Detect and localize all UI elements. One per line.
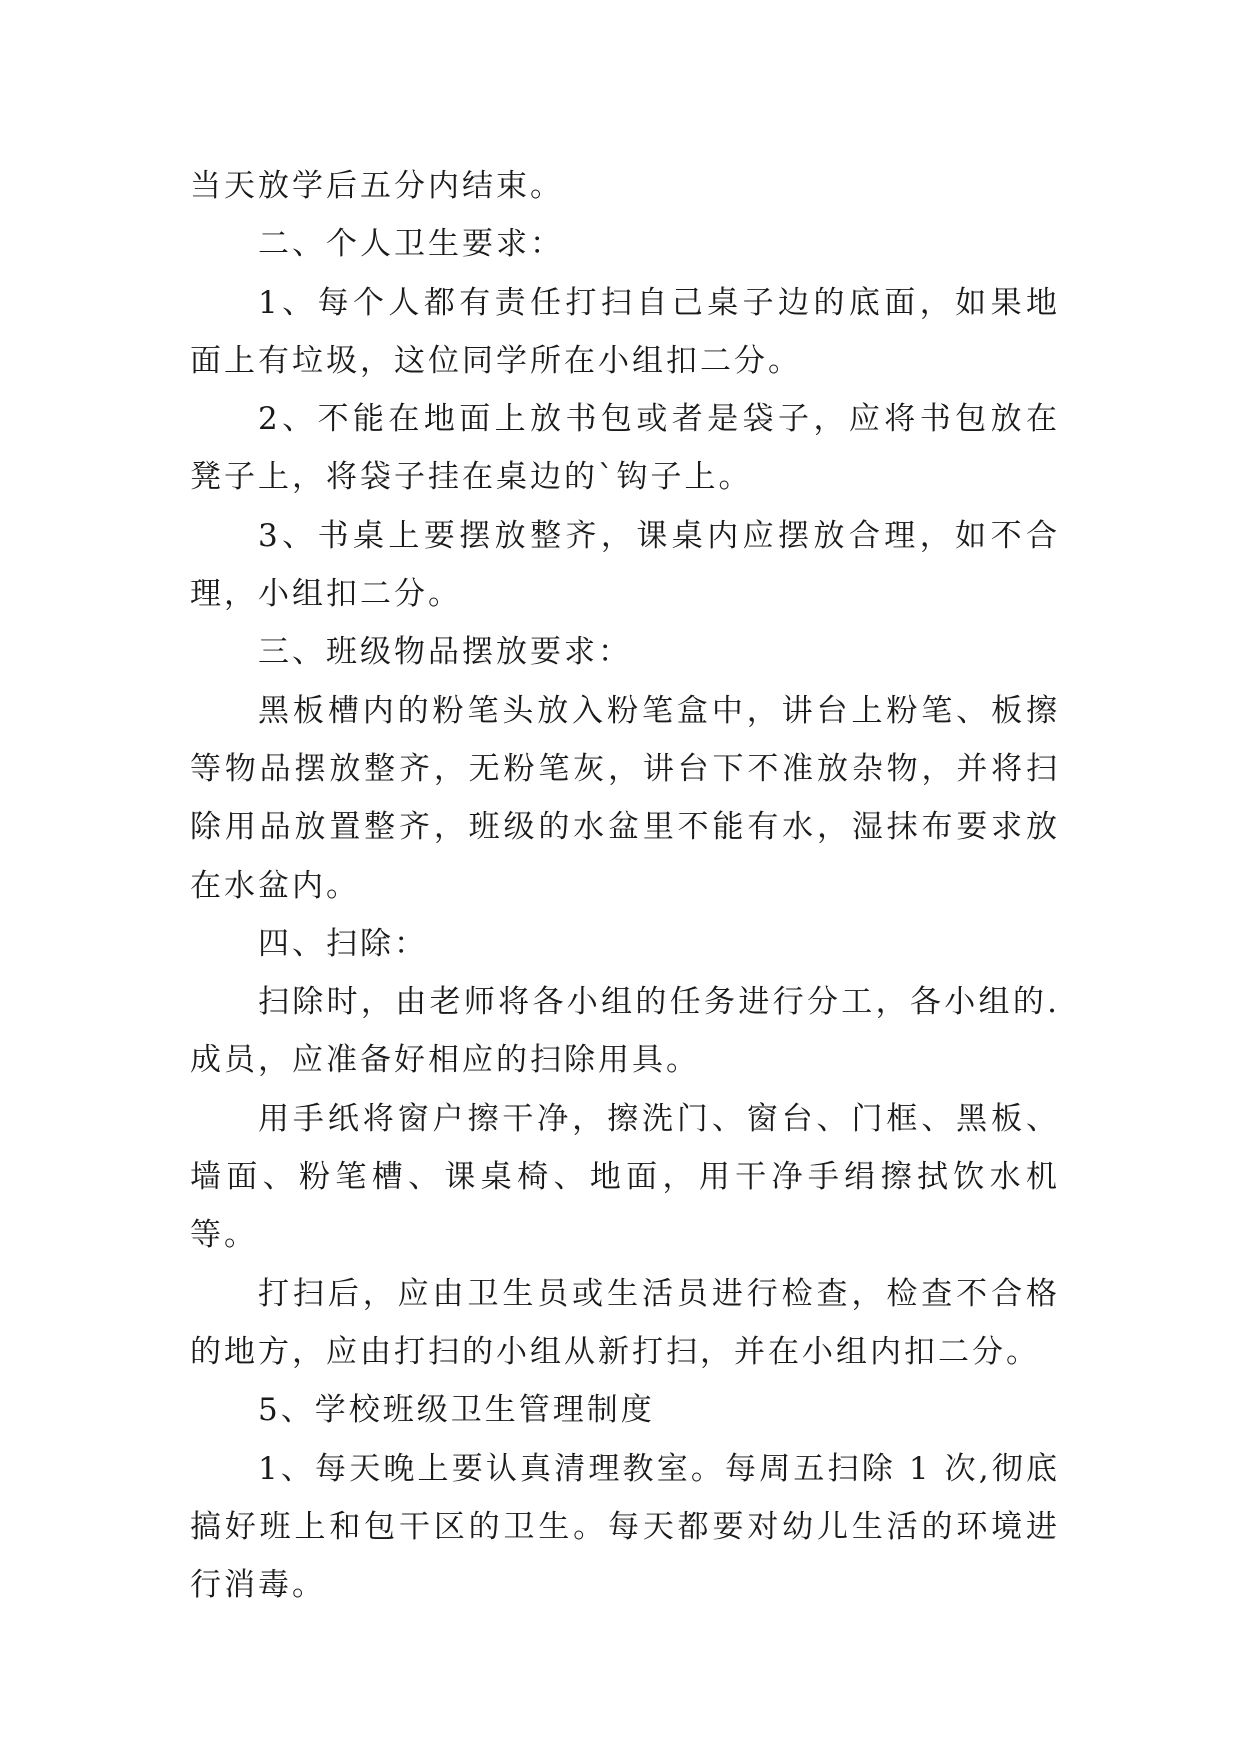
paragraph-inspection: 打扫后，应由卫生员或生活员进行检查，检查不合格的地方，应由打扫的小组从新打扫，并在小组内扣二分。 <box>190 1275 1060 1370</box>
section-heading-personal-hygiene: 二、个人卫生要求： <box>258 226 564 263</box>
paragraph-rule-1: 1、每个人都有责任打扫自己桌子边的底面，如果地面上有垃圾，这位同学所在小组扣二分。 <box>190 284 1060 379</box>
paragraph-rule-3: 3、书桌上要摆放整齐，课桌内应摆放合理，如不合理，小组扣二分。 <box>190 517 1060 613</box>
paragraph-daily-cleaning: 1、每天晚上要认真清理教室。每周五扫除 1 次,彻底搞好班上和包干区的卫生。每天都要对幼儿生活的环境进行消毒。 <box>190 1450 1060 1604</box>
paragraph-class-items: 黑板槽内的粉笔头放入粉笔盒中，讲台上粉笔、板擦等物品摆放整齐，无粉笔灰，讲台下不准放杂物，并将扫除用品放置整齐，班级的水盆里不能有水，湿抹布要求放在水盆内。 <box>190 692 1060 904</box>
document-body <box>190 157 1060 1614</box>
section-heading-cleaning: 四、扫除： <box>258 925 428 962</box>
section-heading-class-items: 三、班级物品摆放要求： <box>258 634 632 671</box>
section-heading-school-rules: 5、学校班级卫生管理制度 <box>258 1392 655 1429</box>
paragraph-cleaning-tasks: 用手纸将窗户擦干净，擦洗门、窗台、门框、黑板、墙面、粉笔槽、课桌椅、地面，用干净手绢擦拭饮水机等。 <box>190 1100 1060 1254</box>
paragraph-rule-2: 2、不能在地面上放书包或者是袋子，应将书包放在凳子上，将袋子挂在桌边的`钩子上。 <box>190 401 1060 496</box>
paragraph-cleaning-assignment: 扫除时，由老师将各小组的任务进行分工，各小组的.成员，应准备好相应的扫除用具。 <box>190 984 1060 1079</box>
paragraph-continuation: 当天放学后五分内结束。 <box>190 168 564 204</box>
